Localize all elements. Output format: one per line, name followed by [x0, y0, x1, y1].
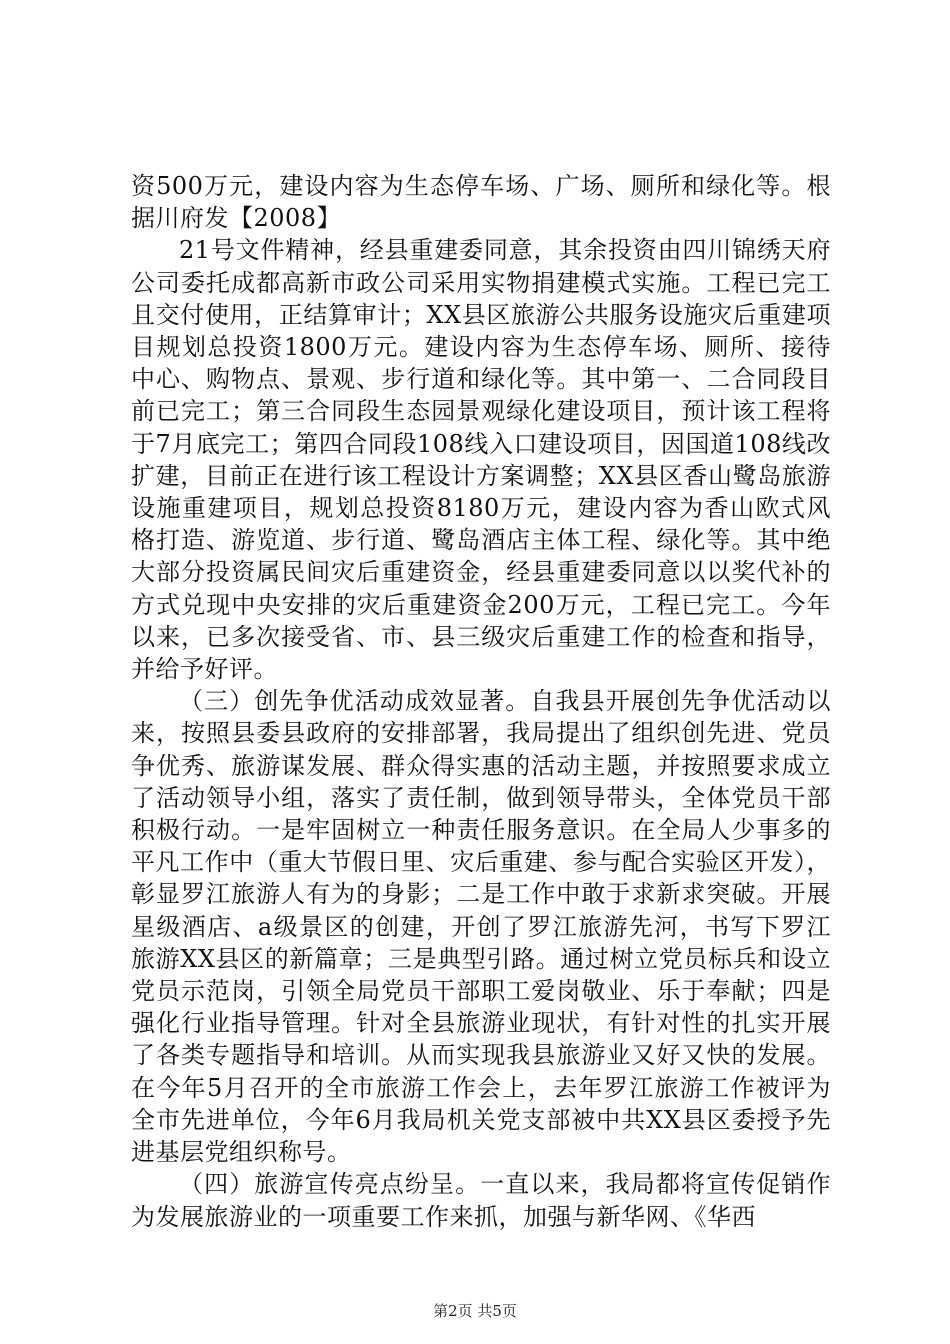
page-number-footer: 第2页 共5页 [433, 1302, 517, 1320]
paragraph-2: 21号文件精神，经县重建委同意，其余投资由四川锦绣天府公司委托成都高新市政公司采用实物捐建模式实施。工程已完工且交付使用，正结算审计；XX县区旅游公共服务设施灾后重建项目规划总投资1800万元。建设内容为生态停车场、厕所、接待中心、购物点、景观、步行道和绿化等。其中第一、二合同段目前已完工；第三合同段生态园景观绿化建设项目，预计该工程将于7月底完工；第四合同段108线入口建设项目，因国道108线改扩建，目前正在进行该工程设计方案调整；XX县区香山鹭岛旅游设施重建项目，规划总投资8180万元，建设内容为香山欧式风格打造、游览道、步行道、鹭岛酒店主体工程、绿化等。其中绝大部分投资属民间灾后重建资金，经县重建委同意以以奖代补的方式兑现中央安排的灾后重建资金200万元，工程已完工。今年以来，已多次接受省、市、县三级灾后重建工作的检查和指导，并给予好评。 [131, 236, 831, 684]
paragraph-1: 资500万元，建设内容为生态停车场、广场、厕所和绿化等。根据川府发【2008】 [131, 172, 831, 233]
document-body [131, 170, 831, 1233]
paragraph-3: （三）创先争优活动成效显著。自我县开展创先争优活动以来，按照县委县政府的安排部署，我局提出了组织创先进、党员争优秀、旅游谋发展、群众得实惠的活动主题，并按照要求成立了活动领导小组，落实了责任制，做到领导带头，全体党员干部积极行动。一是牢固树立一种责任服务意识。在全局人少事多的平凡工作中（重大节假日里、灾后重建、参与配合实验区开发），彰显罗江旅游人有为的身影；二是工作中敢于求新求突破。开展星级酒店、a级景区的创建，开创了罗江旅游先河，书写下罗江旅游XX县区的新篇章；三是典型引路。通过树立党员标兵和设立党员示范岗，引领全局党员干部职工爱岗敬业、乐于奉献；四是强化行业指导管理。针对全县旅游业现状，有针对性的扎实开展了各类专题指导和培训。从而实现我县旅游业又好又快的发展。在今年5月召开的全市旅游工作会上，去年罗江旅游工作被评为全市先进单位，今年6月我局机关党支部被中共XX县区委授予先进基层党组织称号。 [131, 687, 831, 1167]
paragraph-4: （四）旅游宣传亮点纷呈。一直以来，我局都将宣传促销作为发展旅游业的一项重要工作来抓，加强与新华网、《华西 [131, 1170, 831, 1231]
